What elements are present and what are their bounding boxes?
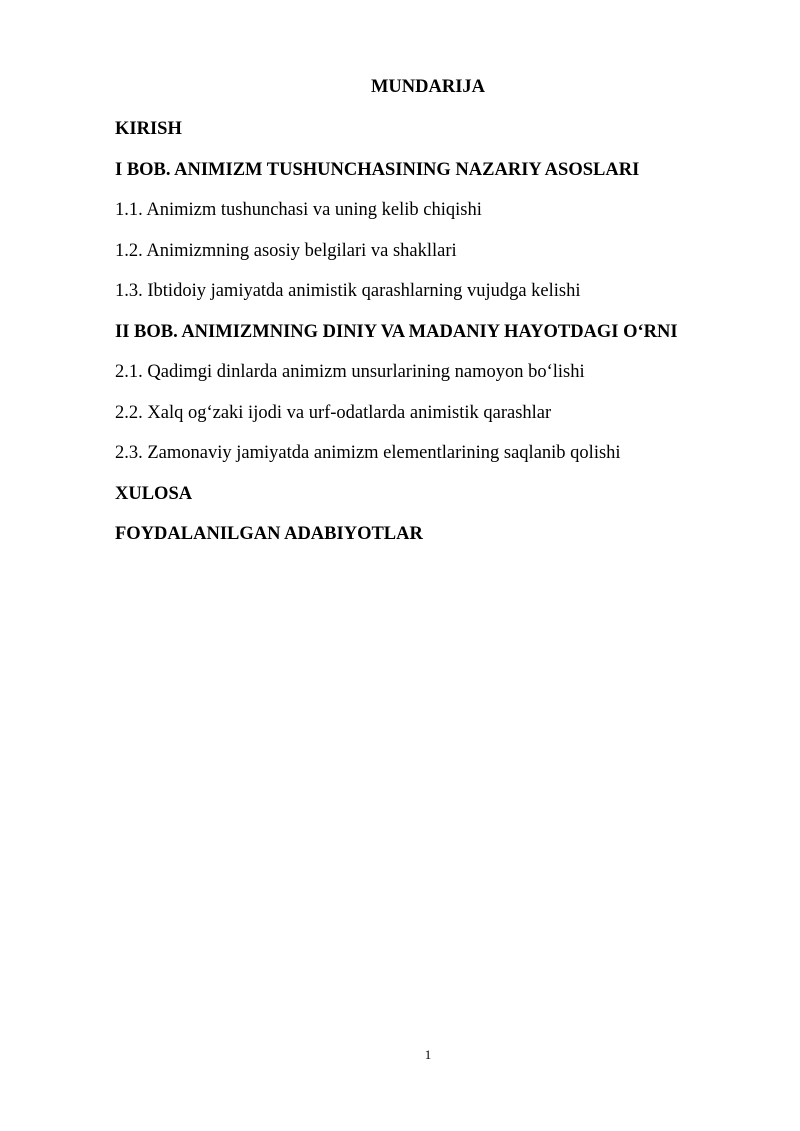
toc-item-section-1-2: 1.2. Animizmning asosiy belgilari va shakllari [115, 240, 457, 261]
toc-item-chapter-2: II BOB. ANIMIZMNING DINIY VA MADANIY HAYOTDAGI O‘RNI [115, 321, 678, 342]
toc-item-kirish: KIRISH [115, 119, 182, 139]
toc-item-xulosa: XULOSA [115, 483, 193, 504]
toc-item-bibliography: FOYDALANILGAN ADABIYOTLAR [115, 524, 423, 544]
toc-item-section-2-1: 2.1. Qadimgi dinlarda animizm unsurlarining namoyon bo‘lishi [115, 362, 585, 382]
toc-item-section-1-3: 1.3. Ibtidoiy jamiyatda animistik qarashlarning vujudga kelishi [115, 281, 581, 301]
page-number: 1 [424, 1047, 432, 1062]
table-of-contents [115, 118, 755, 564]
toc-item-chapter-1: I BOB. ANIMIZM TUSHUNCHASINING NAZARIY ASOSLARI [115, 159, 640, 180]
toc-item-section-2-3: 2.3. Zamonaviy jamiyatda animizm elementlarining saqlanib qolishi [115, 443, 621, 463]
page-title: MUNDARIJA [370, 77, 486, 97]
toc-item-section-1-1: 1.1. Animizm tushunchasi va uning kelib chiqishi [115, 200, 482, 220]
toc-item-section-2-2: 2.2. Xalq og‘zaki ijodi va urf-odatlarda animistik qarashlar [115, 402, 552, 423]
